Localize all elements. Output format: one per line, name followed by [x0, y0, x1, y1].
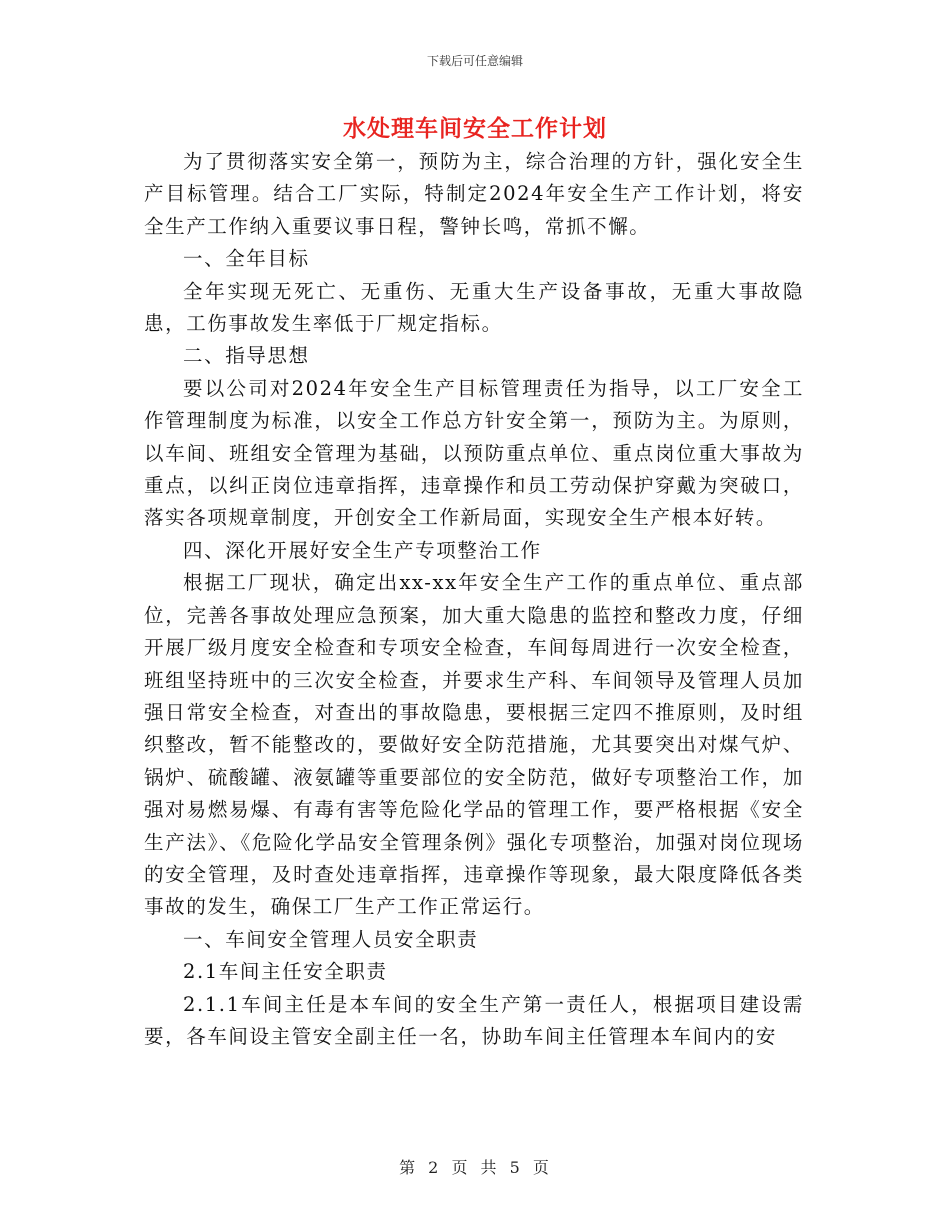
page-header-note: 下载后可任意编辑 — [426, 54, 523, 68]
document-body — [144, 146, 804, 1053]
heading-staff-duties: 一、车间安全管理人员安全职责 — [183, 927, 479, 951]
paragraph-special-rectification: 根据工厂现状，确定出xx-xx年安全生产工作的重点单位、重点部位，完善各事故处理应急预案，加大重大隐患的监控和整改力度，仔细开展厂级月度安全检查和专项安全检查，车间每周进行一次安全检查，班组坚持班中的三次安全检查，并要求生产科、车间领导及管理人员加强日常安全检查，对查出的事故隐患，要根据三定四不推原则，及时组织整改，暂不能整改的，要做好安全防范措施，尤其要突出对煤气炉、锅炉、硫酸罐、液氨罐等重要部位的安全防范，做好专项整治工作，加强对易燃易爆、有毒有害等危险化学品的管理工作，要严格根据《安全生产法》、《危险化学品安全管理条例》强化专项整治，加强对岗位现场的安全管理，及时查处违章指挥，违章操作等现象，最大限度降低各类事故的发生，确保工厂生产工作正常运行。 — [144, 571, 804, 919]
page-number: 第 2 页 共 5 页 — [399, 1158, 551, 1177]
heading-annual-goal: 一、全年目标 — [183, 247, 310, 271]
paragraph-intro: 为了贯彻落实安全第一，预防为主，综合治理的方针，强化安全生产目标管理。结合工厂实际，特制定2024年安全生产工作计划，将安全生产工作纳入重要议事日程，警钟长鸣，常抓不懈。 — [144, 150, 804, 238]
paragraph-director-duties: 2.1.1车间主任是本车间的安全生产第一责任人，根据项目建设需要，各车间设主管安全副主任一名，协助车间主任管理本车间内的安 — [144, 992, 804, 1048]
heading-guiding-idea: 二、指导思想 — [183, 344, 310, 368]
paragraph-annual-goal: 全年实现无死亡、无重伤、无重大生产设备事故，无重大事故隐患，工伤事故发生率低于厂规定指标。 — [144, 279, 804, 336]
document-title: 水处理车间安全工作计划 — [343, 115, 607, 142]
heading-director-duties: 2.1车间主任安全职责 — [183, 960, 388, 984]
heading-special-rectification: 四、深化开展好安全生产专项整治工作 — [183, 538, 542, 562]
paragraph-guiding-idea: 要以公司对2024年安全生产目标管理责任为指导，以工厂安全工作管理制度为标准，以安全工作总方针安全第一，预防为主。为原则，以车间、班组安全管理为基础，以预防重点单位、重点岗位重大事故为重点，以纠正岗位违章指挥，违章操作和员工劳动保护穿戴为突破口，落实各项规章制度，开创安全工作新局面，实现安全生产根本好转。 — [144, 376, 804, 530]
